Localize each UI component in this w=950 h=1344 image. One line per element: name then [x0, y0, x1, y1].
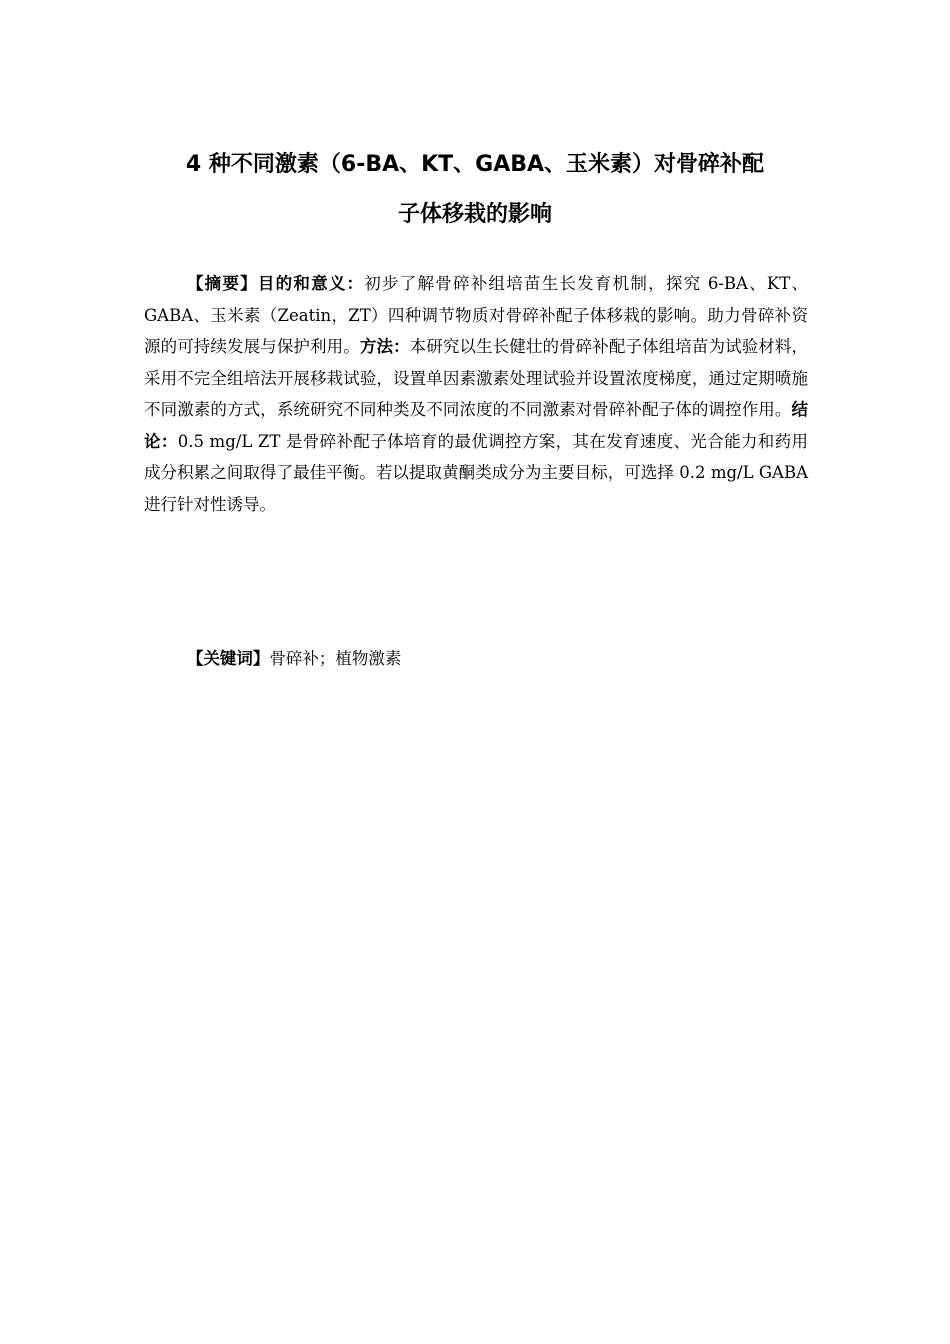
method-text: 本研究以生长健壮的骨碎补配子体组培苗为试验材料，采用不完全组培法开展移栽试验，设置单因素激素处理试验并设置浓度梯度，通过定期喷施不同激素的方式，系统研究不同种类及不同浓度的不同激素对骨碎补配子体的调控作用。: [144, 337, 809, 419]
purpose-label: 目的和意义：: [257, 274, 365, 293]
paper-title-line-2: 子体移栽的影响: [397, 202, 552, 227]
paper-title: [120, 140, 830, 240]
keywords-paragraph: [144, 643, 808, 675]
conclusion-label: 结论：: [144, 400, 808, 451]
abstract-paragraph: [144, 268, 808, 520]
method-label: 方法：: [359, 337, 410, 356]
keywords-text: 骨碎补；植物激素: [269, 649, 402, 668]
purpose-text: 初步了解骨碎补组培苗生长发育机制，探究 6-BA、KT、GABA、玉米素（Zeatin，ZT）四种调节物质对骨碎补配子体移栽的影响。助力骨碎补资源的可持续发展与保护利用。: [144, 274, 808, 356]
abstract-label: 【摘要】: [186, 274, 258, 293]
paper-title-line-1: 4 种不同激素（6-BA、KT、GABA、玉米素）对骨碎补配: [185, 152, 765, 177]
keywords-label: 【关键词】: [186, 649, 270, 668]
conclusion-text: 0.5 mg/L ZT 是骨碎补配子体培育的最优调控方案，其在发育速度、光合能力和药用成分积累之间取得了最佳平衡。若以提取黄酮类成分为主要目标，可选择 0.2 mg/L GABA 进行针对性诱导。: [144, 431, 809, 514]
